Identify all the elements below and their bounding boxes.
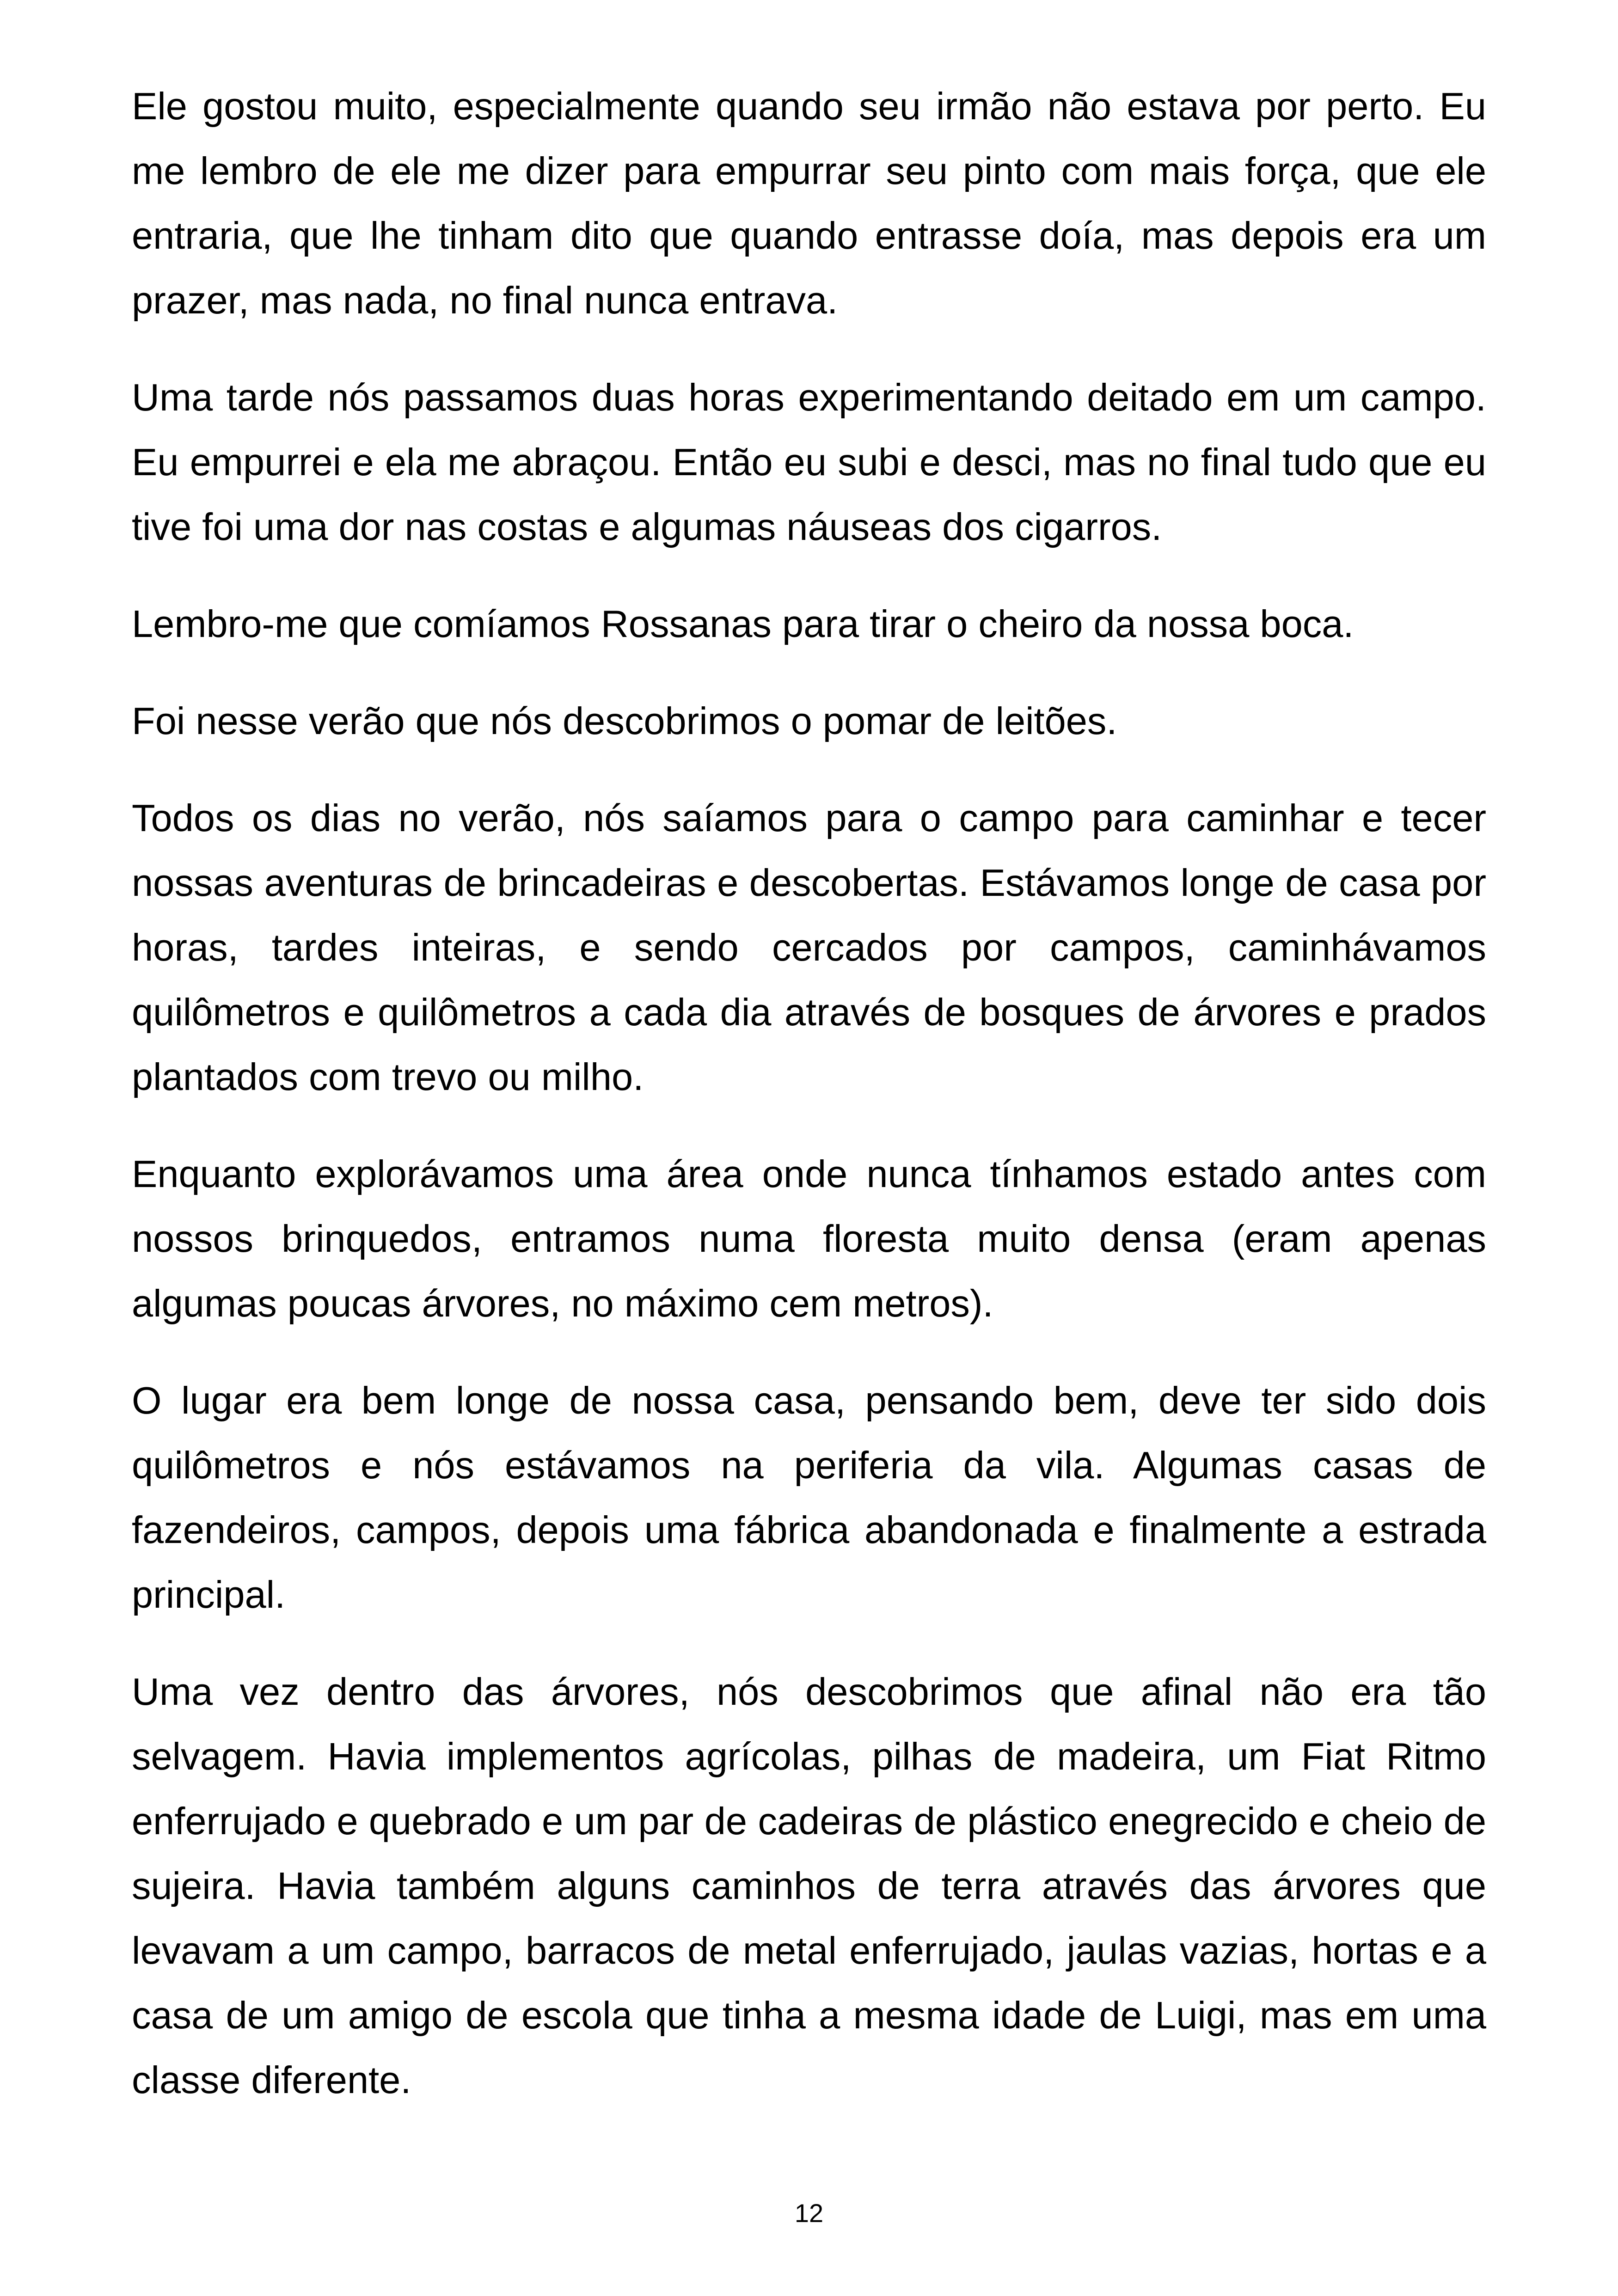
paragraph: Uma tarde nós passamos duas horas experimentando deitado em um campo. Eu empurrei e ela me abraçou. Então eu subi e desci, mas no final tudo que eu tive foi uma dor nas costas e algumas náuseas dos cigarros. <box>132 376 1486 548</box>
paragraph: Uma vez dentro das árvores, nós descobrimos que afinal não era tão selvagem. Havia implementos agrícolas, pilhas de madeira, um Fiat Ritmo enferrujado e quebrado e um par de cadeiras de plástico enegrecido e cheio de sujeira. Havia também alguns caminhos de terra através das árvores que levavam a um campo, barracos de metal enferrujado, jaulas vazias, hortas e a casa de um amigo de escola que tinha a mesma idade de Luigi, mas em uma classe diferente. <box>132 1670 1486 2101</box>
paragraph: Ele gostou muito, especialmente quando seu irmão não estava por perto. Eu me lembro de ele me dizer para empurrar seu pinto com mais força, que ele entraria, que lhe tinham dito que quando entrasse doía, mas depois era um prazer, mas nada, no final nunca entrava. <box>132 85 1486 322</box>
paragraph: Lembro-me que comíamos Rossanas para tirar o cheiro da nossa boca. <box>132 602 1354 645</box>
paragraph: Enquanto explorávamos uma área onde nunca tínhamos estado antes com nossos brinquedos, entramos numa floresta muito densa (eram apenas algumas poucas árvores, no máximo cem metros). <box>132 1152 1486 1325</box>
paragraph: Foi nesse verão que nós descobrimos o pomar de leitões. <box>132 699 1117 742</box>
paragraph: O lugar era bem longe de nossa casa, pensando bem, deve ter sido dois quilômetros e nós estávamos na periferia da vila. Algumas casas de fazendeiros, campos, depois uma fábrica abandonada e finalmente a estrada principal. <box>132 1379 1486 1616</box>
paragraph: Todos os dias no verão, nós saíamos para o campo para caminhar e tecer nossas aventuras de brincadeiras e descobertas. Estávamos longe de casa por horas, tardes inteiras, e sendo cercados por campos, caminhávamos quilômetros e quilômetros a cada dia através de bosques de árvores e prados plantados com trevo ou milho. <box>132 796 1486 1098</box>
page-number: 12 <box>794 2198 824 2228</box>
page-body <box>132 74 1486 2145</box>
